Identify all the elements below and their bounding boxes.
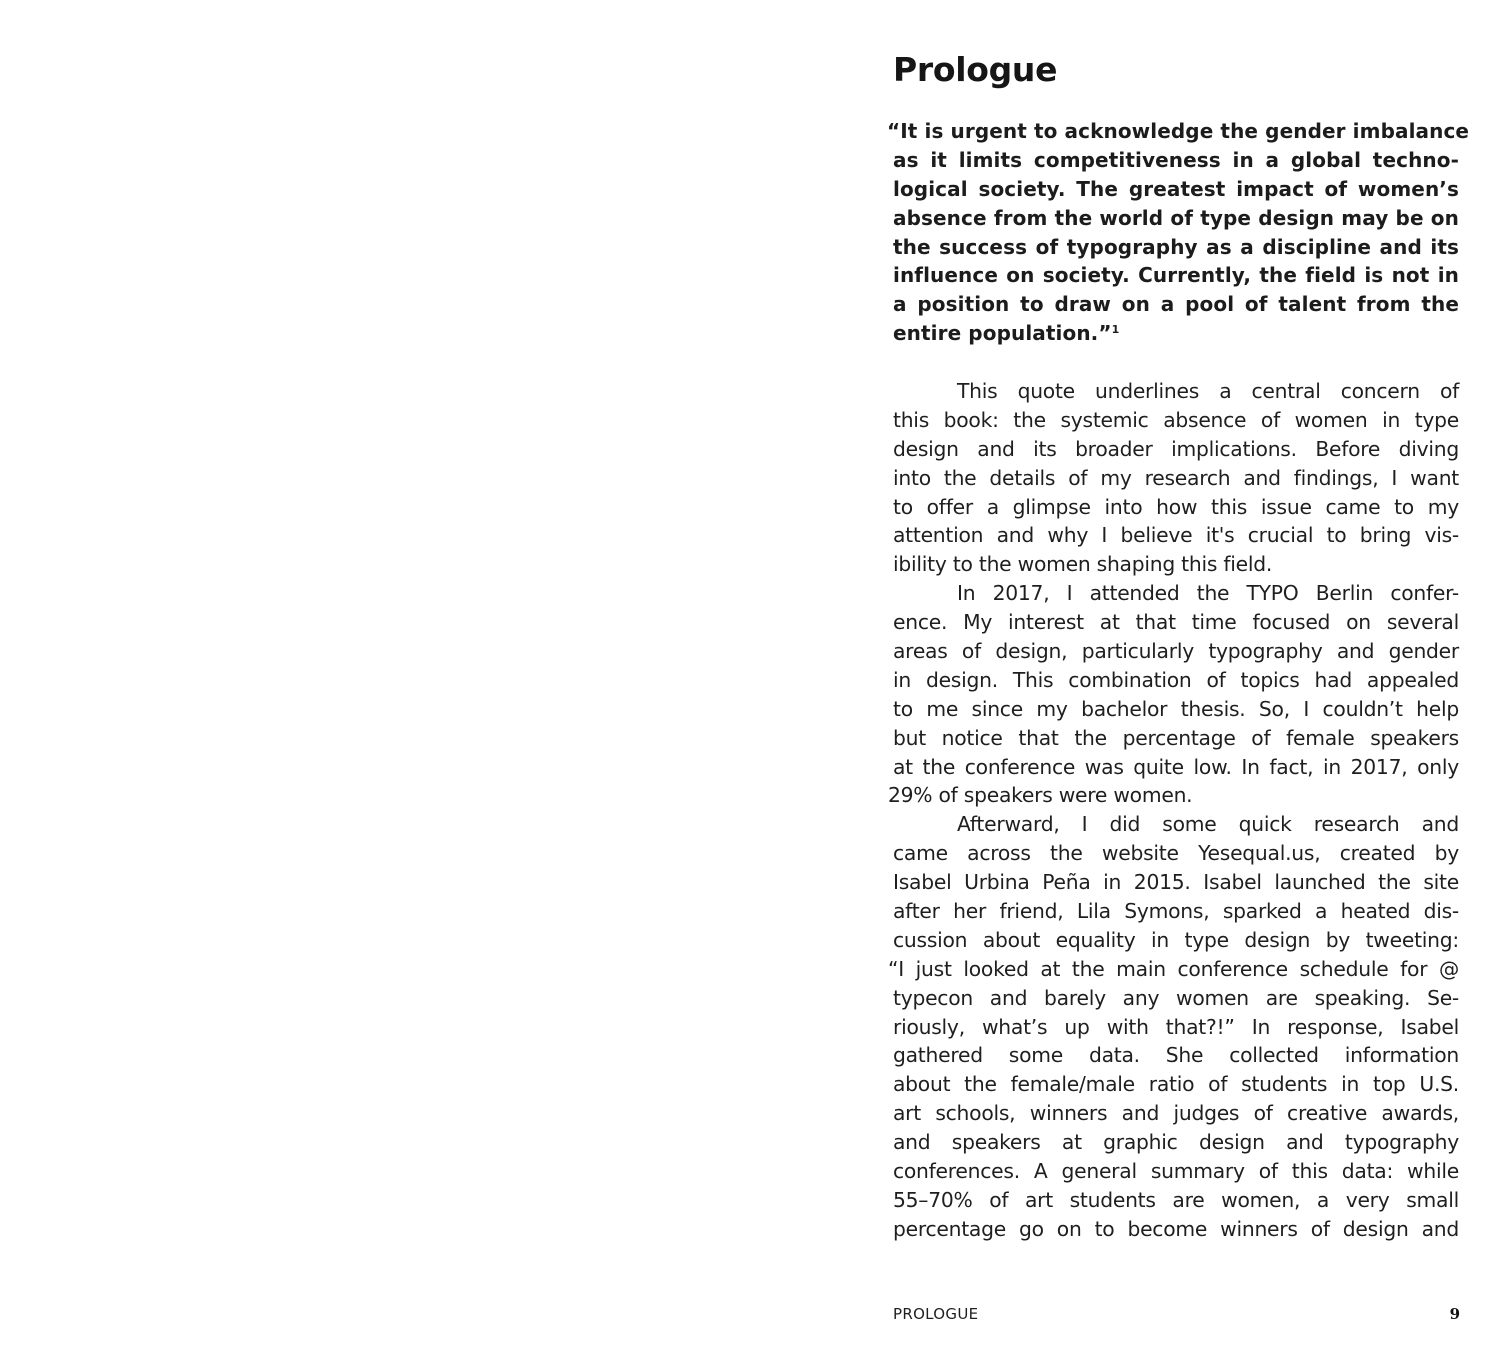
quote-line-text: entire population.” <box>893 321 1112 346</box>
paragraph-2-line: but notice that the percentage of female speakers <box>893 725 1459 750</box>
quote-line: the success of typography as a discipline and its <box>893 234 1459 259</box>
epigraph-quote <box>887 117 1470 348</box>
body-text <box>888 377 1461 1244</box>
paragraph-3-line: after her friend, Lila Symons, sparked a heated dis- <box>893 899 1459 924</box>
paragraph-2-line: 29% of speakers were women. <box>888 783 1193 808</box>
page-number: 9 <box>1449 1305 1460 1323</box>
page-footer <box>893 1305 1460 1329</box>
paragraph-1-line: into the details of my research and findings, I want <box>893 465 1459 490</box>
paragraph-3-line: Isabel Urbina Peña in 2015. Isabel launched the site <box>893 870 1459 895</box>
paragraph-3-line: about the female/male ratio of students in top U.S. <box>893 1072 1459 1097</box>
paragraph-3-line: gathered some data. She collected information <box>893 1043 1459 1068</box>
paragraph-2-line: at the conference was quite low. In fact, in 2017, only <box>893 754 1459 779</box>
paragraph-3-line: art schools, winners and judges of creative awards, <box>893 1101 1459 1126</box>
paragraph-2-line: areas of design, particularly typography and gender <box>893 639 1459 664</box>
paragraph-3-line: conferences. A general summary of this data: while <box>893 1159 1459 1184</box>
paragraph-3-line: 55–70% of art students are women, a very small <box>893 1187 1459 1212</box>
quote-line: as it limits competitiveness in a global techno- <box>893 147 1459 172</box>
paragraph-2-line: ence. My interest at that time focused on several <box>893 610 1459 635</box>
paragraph-3-line: came across the website Yesequal.us, created by <box>893 841 1459 866</box>
paragraph-3-line: cussion about equality in type design by tweeting: <box>893 927 1459 952</box>
page-title: Prologue <box>893 50 1058 89</box>
paragraph-1-line: design and its broader implications. Before diving <box>893 436 1459 461</box>
paragraph-2-line: to me since my bachelor thesis. So, I couldn’t help <box>893 696 1459 721</box>
paragraph-2-line: in design. This combination of topics had appealed <box>893 667 1459 692</box>
quote-line: a position to draw on a pool of talent from the <box>893 292 1459 317</box>
quote-line: “It is urgent to acknowledge the gender imbalance <box>887 119 1470 143</box>
paragraph-1-line: this book: the systemic absence of women in type <box>893 407 1459 432</box>
quote-line: influence on society. Currently, the field is not in <box>893 263 1459 288</box>
quote-line: logical society. The greatest impact of women’s <box>893 176 1459 201</box>
footnote-marker[interactable]: 1 <box>1111 323 1120 337</box>
paragraph-1-line: attention and why I believe it's crucial to bring vis- <box>893 523 1459 548</box>
paragraph-3-line: percentage go on to become winners of design and <box>893 1216 1459 1241</box>
quote-line-last <box>893 319 1459 348</box>
paragraph-1-line: This quote underlines a central concern of <box>957 379 1459 403</box>
paragraph-3-line: and speakers at graphic design and typography <box>893 1130 1459 1155</box>
paragraph-3-line: “I just looked at the main conference schedule for @ <box>888 956 1459 981</box>
paragraph-3-line: typecon and barely any women are speaking. Se- <box>893 985 1459 1010</box>
paragraph-3-line: Afterward, I did some quick research and <box>957 812 1459 837</box>
paragraph-1-line: to offer a glimpse into how this issue came to my <box>893 494 1459 519</box>
paragraph-3-line: riously, what’s up with that?!” In response, Isabel <box>893 1014 1459 1039</box>
quote-line: absence from the world of type design may be on <box>893 205 1459 230</box>
paragraph-2-line: In 2017, I attended the TYPO Berlin confer- <box>957 581 1459 606</box>
running-head: PROLOGUE <box>893 1305 979 1323</box>
paragraph-1-line: ibility to the women shaping this field. <box>893 552 1273 577</box>
